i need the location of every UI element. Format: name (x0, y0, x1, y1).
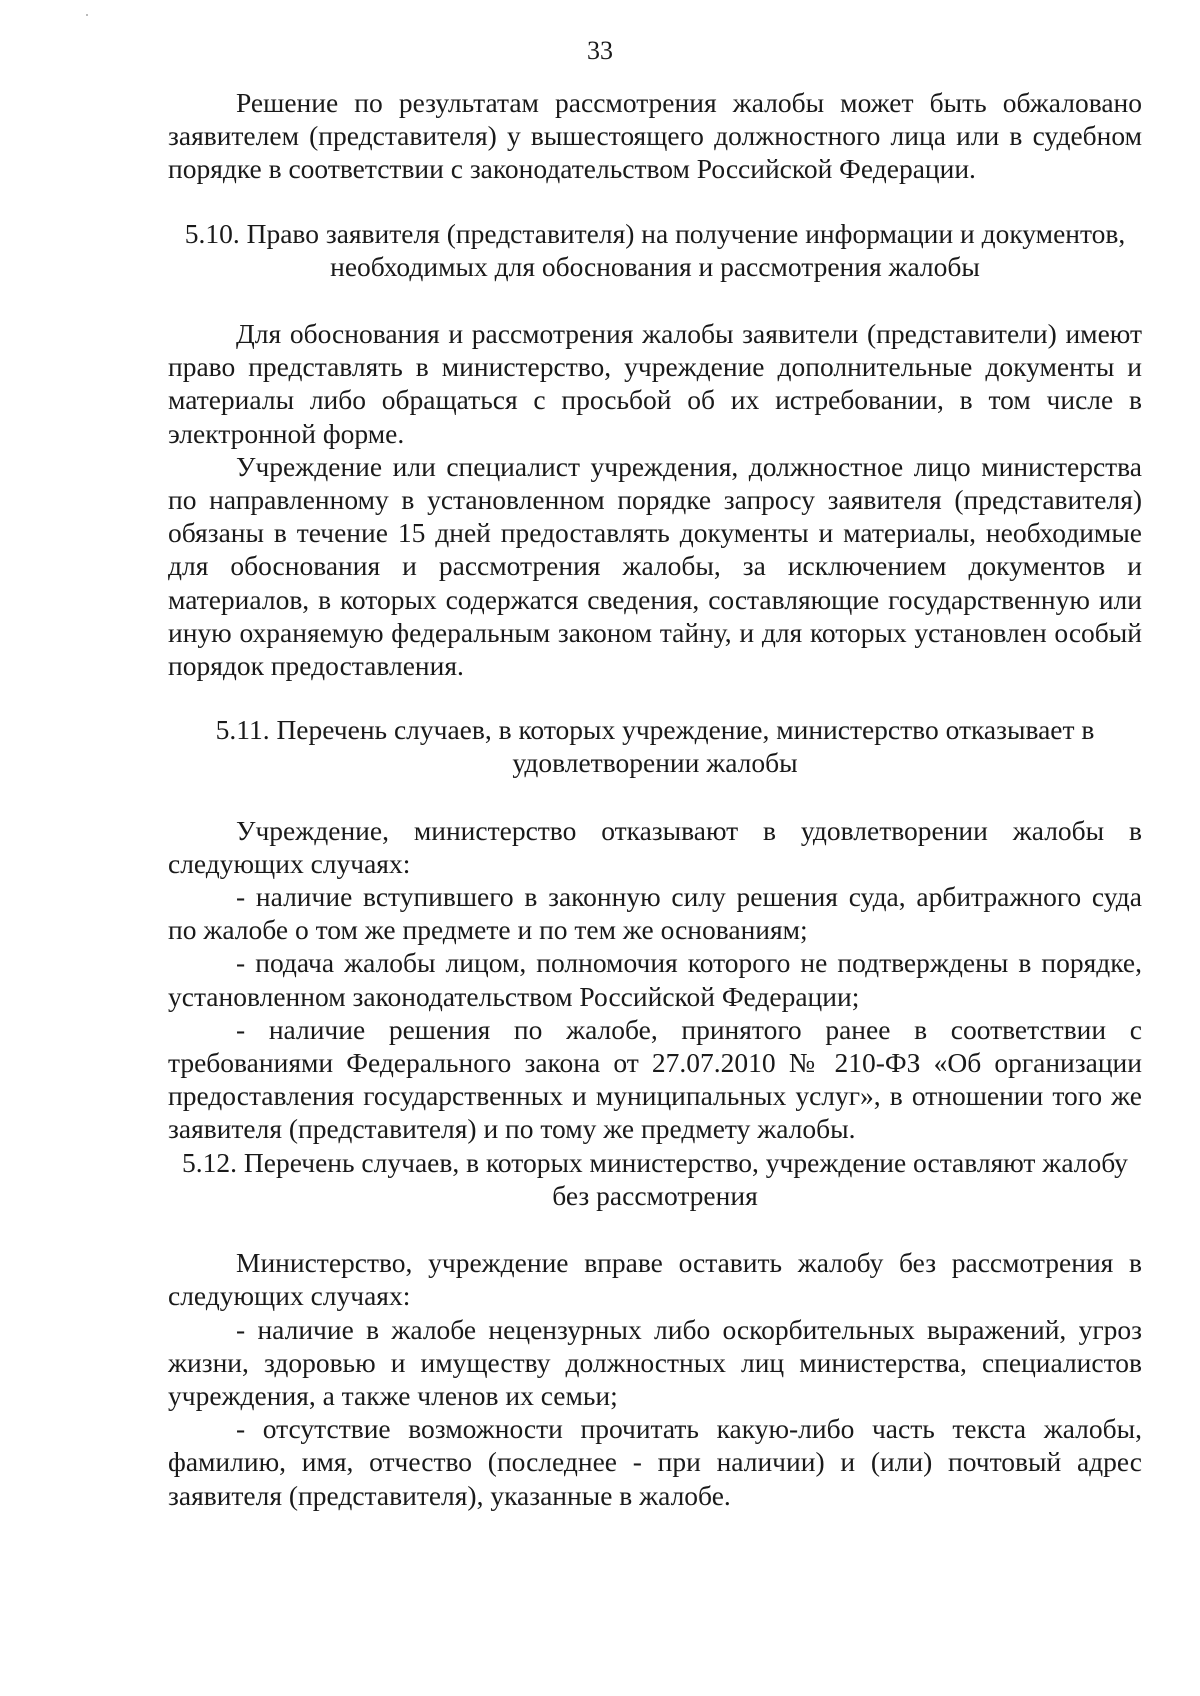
list-item-court-decision: - наличие вступившего в законную силу решения суда, арбитражного суда по жалобе о том же предмете и по тем же основаниям; (168, 881, 1142, 946)
list-item-prior-decision: - наличие решения по жалобе, принятого ранее в соответствии с требованиями Федерального закона от 27.07.2010 № 210-ФЗ «Об организации предоставления государственных и муниципальных услуг», в отношении того же заявителя (представителя) и по тому же предмету жалобы. (168, 1013, 1142, 1145)
section-heading-5-12: 5.12. Перечень случаев, в которых министерство, учреждение оставляют жалобу без рассмотрения (182, 1146, 1128, 1211)
paragraph-right-to-submit-documents: Для обоснования и рассмотрения жалобы заявители (представители) имеют право представлять в министерство, учреждение дополнительные документы и материалы либо обращаться с просьбой об их истребовании, в том числе в электронной форме. (168, 318, 1142, 449)
paragraph-appeal-decision: Решение по результатам рассмотрения жалобы может быть обжаловано заявителем (представителя) у вышестоящего должностного лица или в судебном порядке в соответствии с законодательством Российской Федерации. (168, 87, 1142, 185)
scan-artifact-dot (86, 14, 88, 16)
section-heading-5-11: 5.11. Перечень случаев, в которых учреждение, министерство отказывает в удовлетворении жалобы (215, 714, 1095, 779)
list-item-unreadable-text: - отсутствие возможности прочитать какую-либо часть текста жалобы, фамилию, имя, отчество (последнее - при наличии) и (или) почтовый адрес заявителя (представителя), указанные в жалобе. (168, 1413, 1142, 1511)
page-number: 33 (587, 36, 613, 65)
paragraph-refusal-intro: Учреждение, министерство отказывают в удовлетворении жалобы в следующих случаях: (168, 814, 1142, 879)
list-item-offensive-language: - наличие в жалобе нецензурных либо оскорбительных выражений, угроз жизни, здоровью и имуществу должностных лиц министерства, специалистов учреждения, а также членов их семьи; (168, 1313, 1142, 1411)
paragraph-obligation-to-provide-documents: Учреждение или специалист учреждения, должностное лицо министерства по направленному в установленном порядке запросу заявителя (представителя) обязаны в течение 15 дней предоставлять документы и материалы, необходимые для обоснования и рассмотрения жалобы, за исключением документов и материалов, в которых содержатся сведения, составляющие государственную или иную охраняемую федеральным законом тайну, и для которых установлен особый порядок предоставления. (168, 450, 1142, 682)
paragraph-leave-without-review-intro: Министерство, учреждение вправе оставить жалобу без рассмотрения в следующих случаях: (168, 1247, 1142, 1312)
section-heading-5-10: 5.10. Право заявителя (представителя) на получение информации и документов, необходимых для обоснования и рассмотрения жалобы (184, 217, 1126, 282)
document-body (168, 86, 1142, 1512)
list-item-unconfirmed-authority: - подача жалобы лицом, полномочия которого не подтверждены в порядке, установленном законодательством Российской Федерации; (168, 947, 1142, 1012)
